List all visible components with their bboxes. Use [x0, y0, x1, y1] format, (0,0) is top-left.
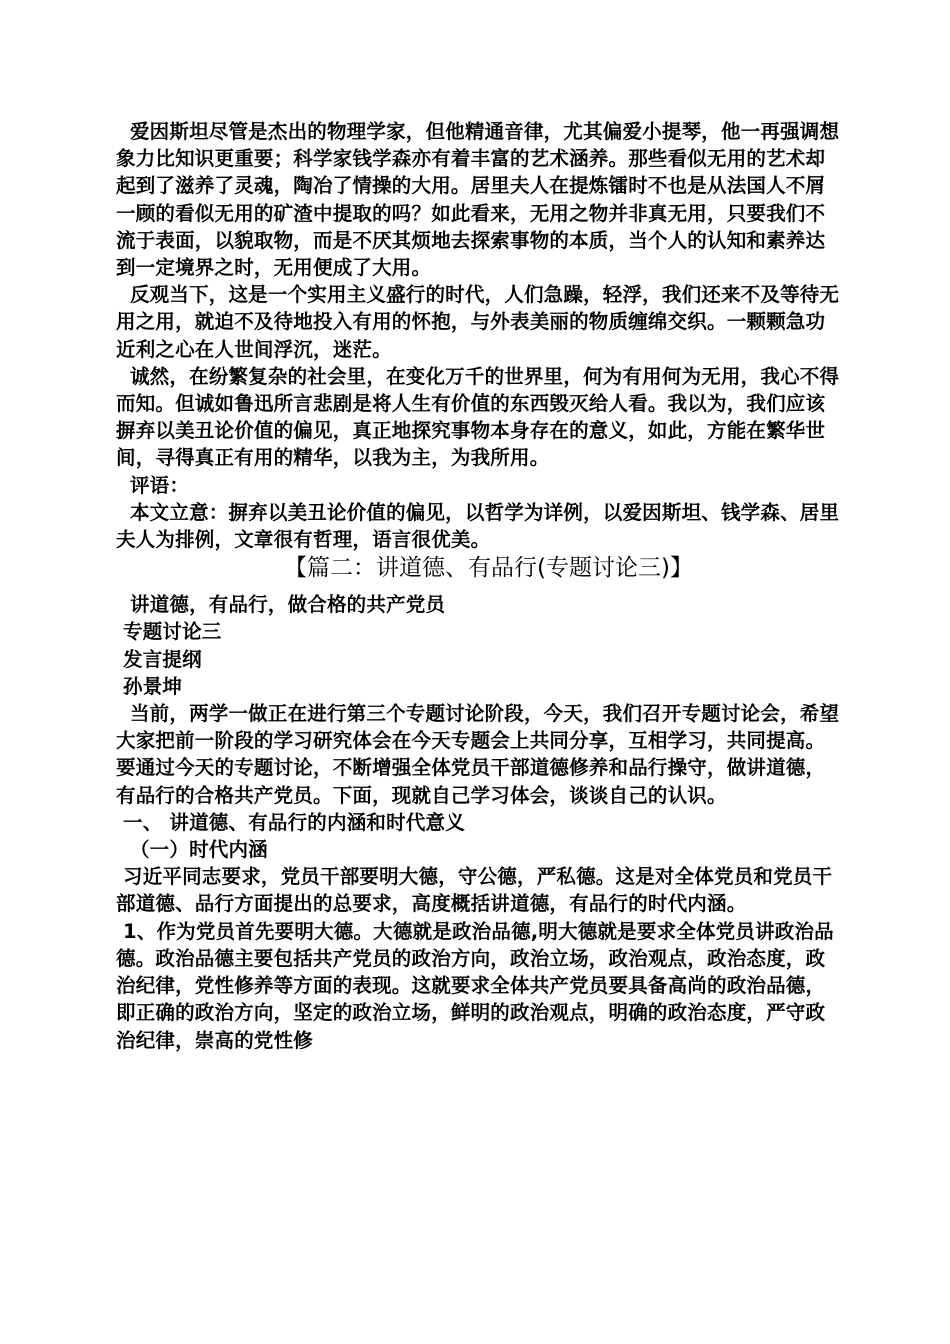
speech-requirement: 习近平同志要求，党员干部要明大德，守公德，严私德。这是对全体党员和党员干部道德、品行方面提出的总要求，高度概括讲道德，有品行的时代内涵。: [116, 865, 833, 916]
speech-section-one: 一、 讲道德、有品行的内涵和时代意义: [116, 810, 465, 834]
speech-subsection-one: （一）时代内涵: [116, 838, 268, 862]
section-heading: 【篇二：讲道德、有品行(专题讨论三)】: [284, 555, 693, 582]
document-body: [116, 118, 841, 1054]
speech-author: 孙景坤: [116, 674, 183, 698]
paragraph-einstein: 爱因斯坦尽管是杰出的物理学家，但他精通音律，尤其偏爱小提琴，他一再强调想象力比知识更重要；科学家钱学森亦有着丰富的艺术涵养。那些看似无用的艺术却起到了滋养了灵魂，陶冶了情操的大用。居里夫人在提炼镭时不也是从法国人不屑一顾的看似无用的矿渣中提取的吗？如此看来，无用之物并非真无用，只要我们不流于表面，以貌取物，而是不厌其烦地去探索事物的本质，当个人的认知和素养达到一定境界之时，无用便成了大用。: [116, 120, 840, 280]
comment-text: 本文立意：摒弃以美丑论价值的偏见，以哲学为详例，以爱因斯坦、钱学森、居里夫人为排例，文章很有哲理，语言很优美。: [116, 500, 840, 552]
speech-outline-label: 发言提纲: [116, 647, 202, 671]
speech-intro: 当前，两学一做正在进行第三个专题讨论阶段，今天，我们召开专题讨论会，希望大家把前一阶段的学习研究体会在今天专题会上共同分享，互相学习，共同提高。要通过今天的专题讨论，不断增强全体党员干部道德修养和品行操守，做讲道德，有品行的合格共产党员。下面，现就自己学习体会，谈谈自己的认识。: [116, 702, 840, 807]
paragraph-conclusion: 诚然，在纷繁复杂的社会里，在变化万千的世界里，何为有用何为无用，我心不得而知。但诚如鲁迅所言悲剧是将人生有价值的东西毁灭给人看。我以为，我们应该摒弃以美丑论价值的偏见，真正地探究事物本身存在的意义，如此，方能在繁华世间，寻得真正有用的精华，以我为主，为我所用。: [116, 364, 840, 470]
speech-subtitle: 专题讨论三: [116, 620, 222, 644]
comment-label: 评语：: [116, 473, 190, 497]
speech-title: 讲道德，有品行，做合格的共产党员: [116, 593, 446, 617]
speech-point-one: 1、作为党员首先要明大德。大德就是政治品德,明大德就是要求全体党员讲政治品德。政治品德主要包括共产党员的政治方向，政治立场，政治观点，政治态度，政治纪律，党性修养等方面的表现。这就要求全体共产党员要具备高尚的政治品德，即正确的政治方向，坚定的政治立场，鲜明的政治观点，明确的政治态度，严守政治纪律，崇高的党性修: [116, 919, 834, 1052]
paragraph-reflection: 反观当下，这是一个实用主义盛行的时代，人们急躁，轻浮，我们还来不及等待无用之用，就迫不及待地投入有用的怀抱，与外表美丽的物质缠绵交织。一颗颗急功近利之心在人世间浮沉，迷茫。: [116, 283, 840, 361]
